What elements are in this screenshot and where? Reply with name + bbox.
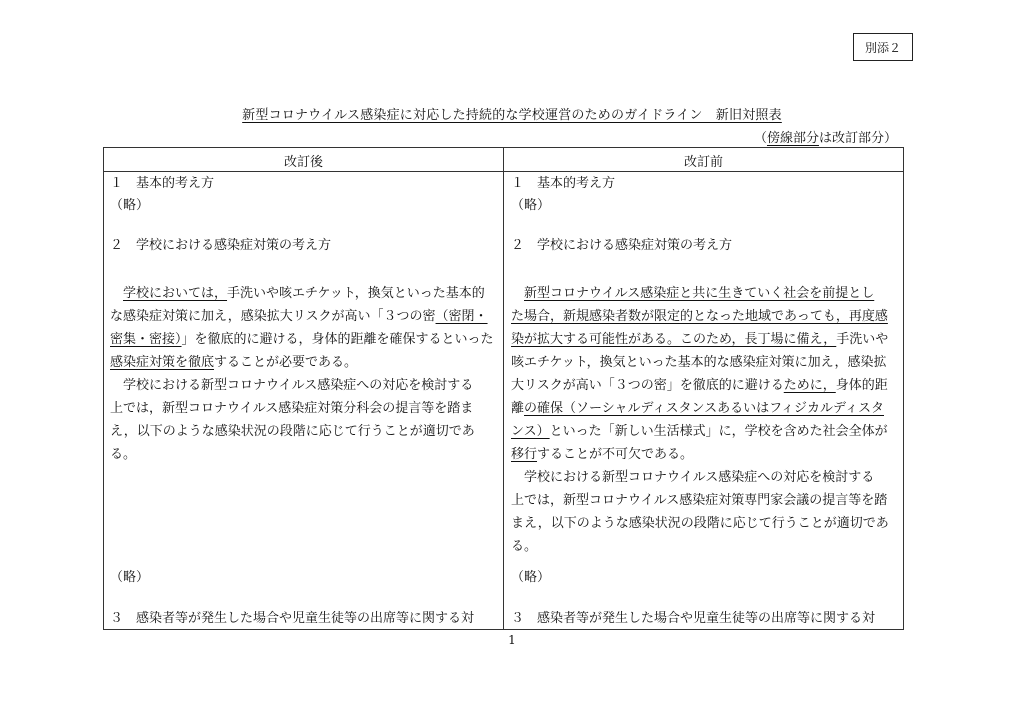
paragraph-line: 感染症対策を徹底することが必要である。 — [110, 355, 358, 370]
paragraph-line: 学校における新型コロナウイルス感染症への対応を検討する — [511, 470, 875, 485]
paragraph-line: た場合，新規感染者数が限定的となった地域であっても，再度感 — [511, 309, 888, 324]
paragraph-line: る。 — [110, 447, 137, 462]
attachment-label-box: 別添２ — [853, 33, 913, 61]
omitted-marker: （略） — [511, 570, 551, 585]
section-3-heading: ３ 感染者等が発生した場合や児童生徒等の出席等に関する対 — [511, 611, 876, 626]
revision-note: （傍線部分は改訂部分） — [753, 131, 897, 146]
paragraph-line: る。 — [511, 539, 538, 554]
paragraph-line: 染が拡大する可能性がある。このため，長丁場に備え，手洗いや — [511, 332, 889, 347]
section-1-heading: １ 基本的考え方 — [511, 176, 616, 191]
section-1-heading: １ 基本的考え方 — [110, 176, 215, 191]
paragraph-line: まえ，以下のような感染状況の段階に応じて行うことが適切であ — [511, 516, 889, 531]
section-1-omitted: （略） — [110, 198, 150, 213]
paragraph-line: 学校における新型コロナウイルス感染症への対応を検討する — [110, 378, 474, 393]
paragraph-line: 移行することが不可欠である。 — [511, 447, 694, 462]
paragraph-line: 学校においては，手洗いや咳エチケット，換気といった基本的 — [123, 286, 485, 301]
header-revised: 改訂後 — [283, 155, 323, 170]
section-3-heading: ３ 感染者等が発生した場合や児童生徒等の出席等に関する対 — [110, 611, 475, 626]
header-previous: 改訂前 — [683, 155, 723, 170]
omitted-marker: （略） — [110, 570, 150, 585]
paragraph-line: 上では，新型コロナウイルス感染症対策専門家会議の提言等を踏 — [511, 493, 888, 508]
paragraph-line: ンス）といった「新しい生活様式」に，学校を含めた社会全体が — [511, 424, 888, 439]
paragraph-line: 大リスクが高い「３つの密」を徹底的に避けるために，身体的距 — [511, 378, 888, 393]
section-1-omitted: （略） — [511, 198, 551, 213]
column-divider — [503, 148, 504, 629]
paragraph-line: え，以下のような感染状況の段階に応じて行うことが適切であ — [110, 424, 475, 439]
paragraph-line: 新型コロナウイルス感染症と共に生きていく社会を前提とし — [524, 286, 875, 301]
document-title: 新型コロナウイルス感染症に対応した持続的な学校運営のためのガイドライン 新旧対照表 — [242, 108, 782, 123]
paragraph-line: 離の確保（ソーシャルディスタンスあるいはフィジカルディスタ — [511, 401, 884, 416]
section-2-heading: ２ 学校における感染症対策の考え方 — [511, 238, 733, 253]
page-number: 1 — [508, 633, 516, 647]
paragraph-line: 上では，新型コロナウイルス感染症対策分科会の提言等を踏ま — [110, 401, 474, 416]
comparison-table — [103, 147, 904, 630]
header-divider — [104, 171, 903, 172]
paragraph-line: な感染症対策に加え，感染拡大リスクが高い「３つの密（密閉・ — [110, 309, 488, 324]
paragraph-line: 密集・密接）」を徹底的に避ける，身体的距離を確保するといった — [110, 332, 494, 347]
paragraph-line: 咳エチケット，換気といった基本的な感染症対策に加え，感染拡 — [511, 355, 887, 370]
section-2-heading: ２ 学校における感染症対策の考え方 — [110, 238, 332, 253]
